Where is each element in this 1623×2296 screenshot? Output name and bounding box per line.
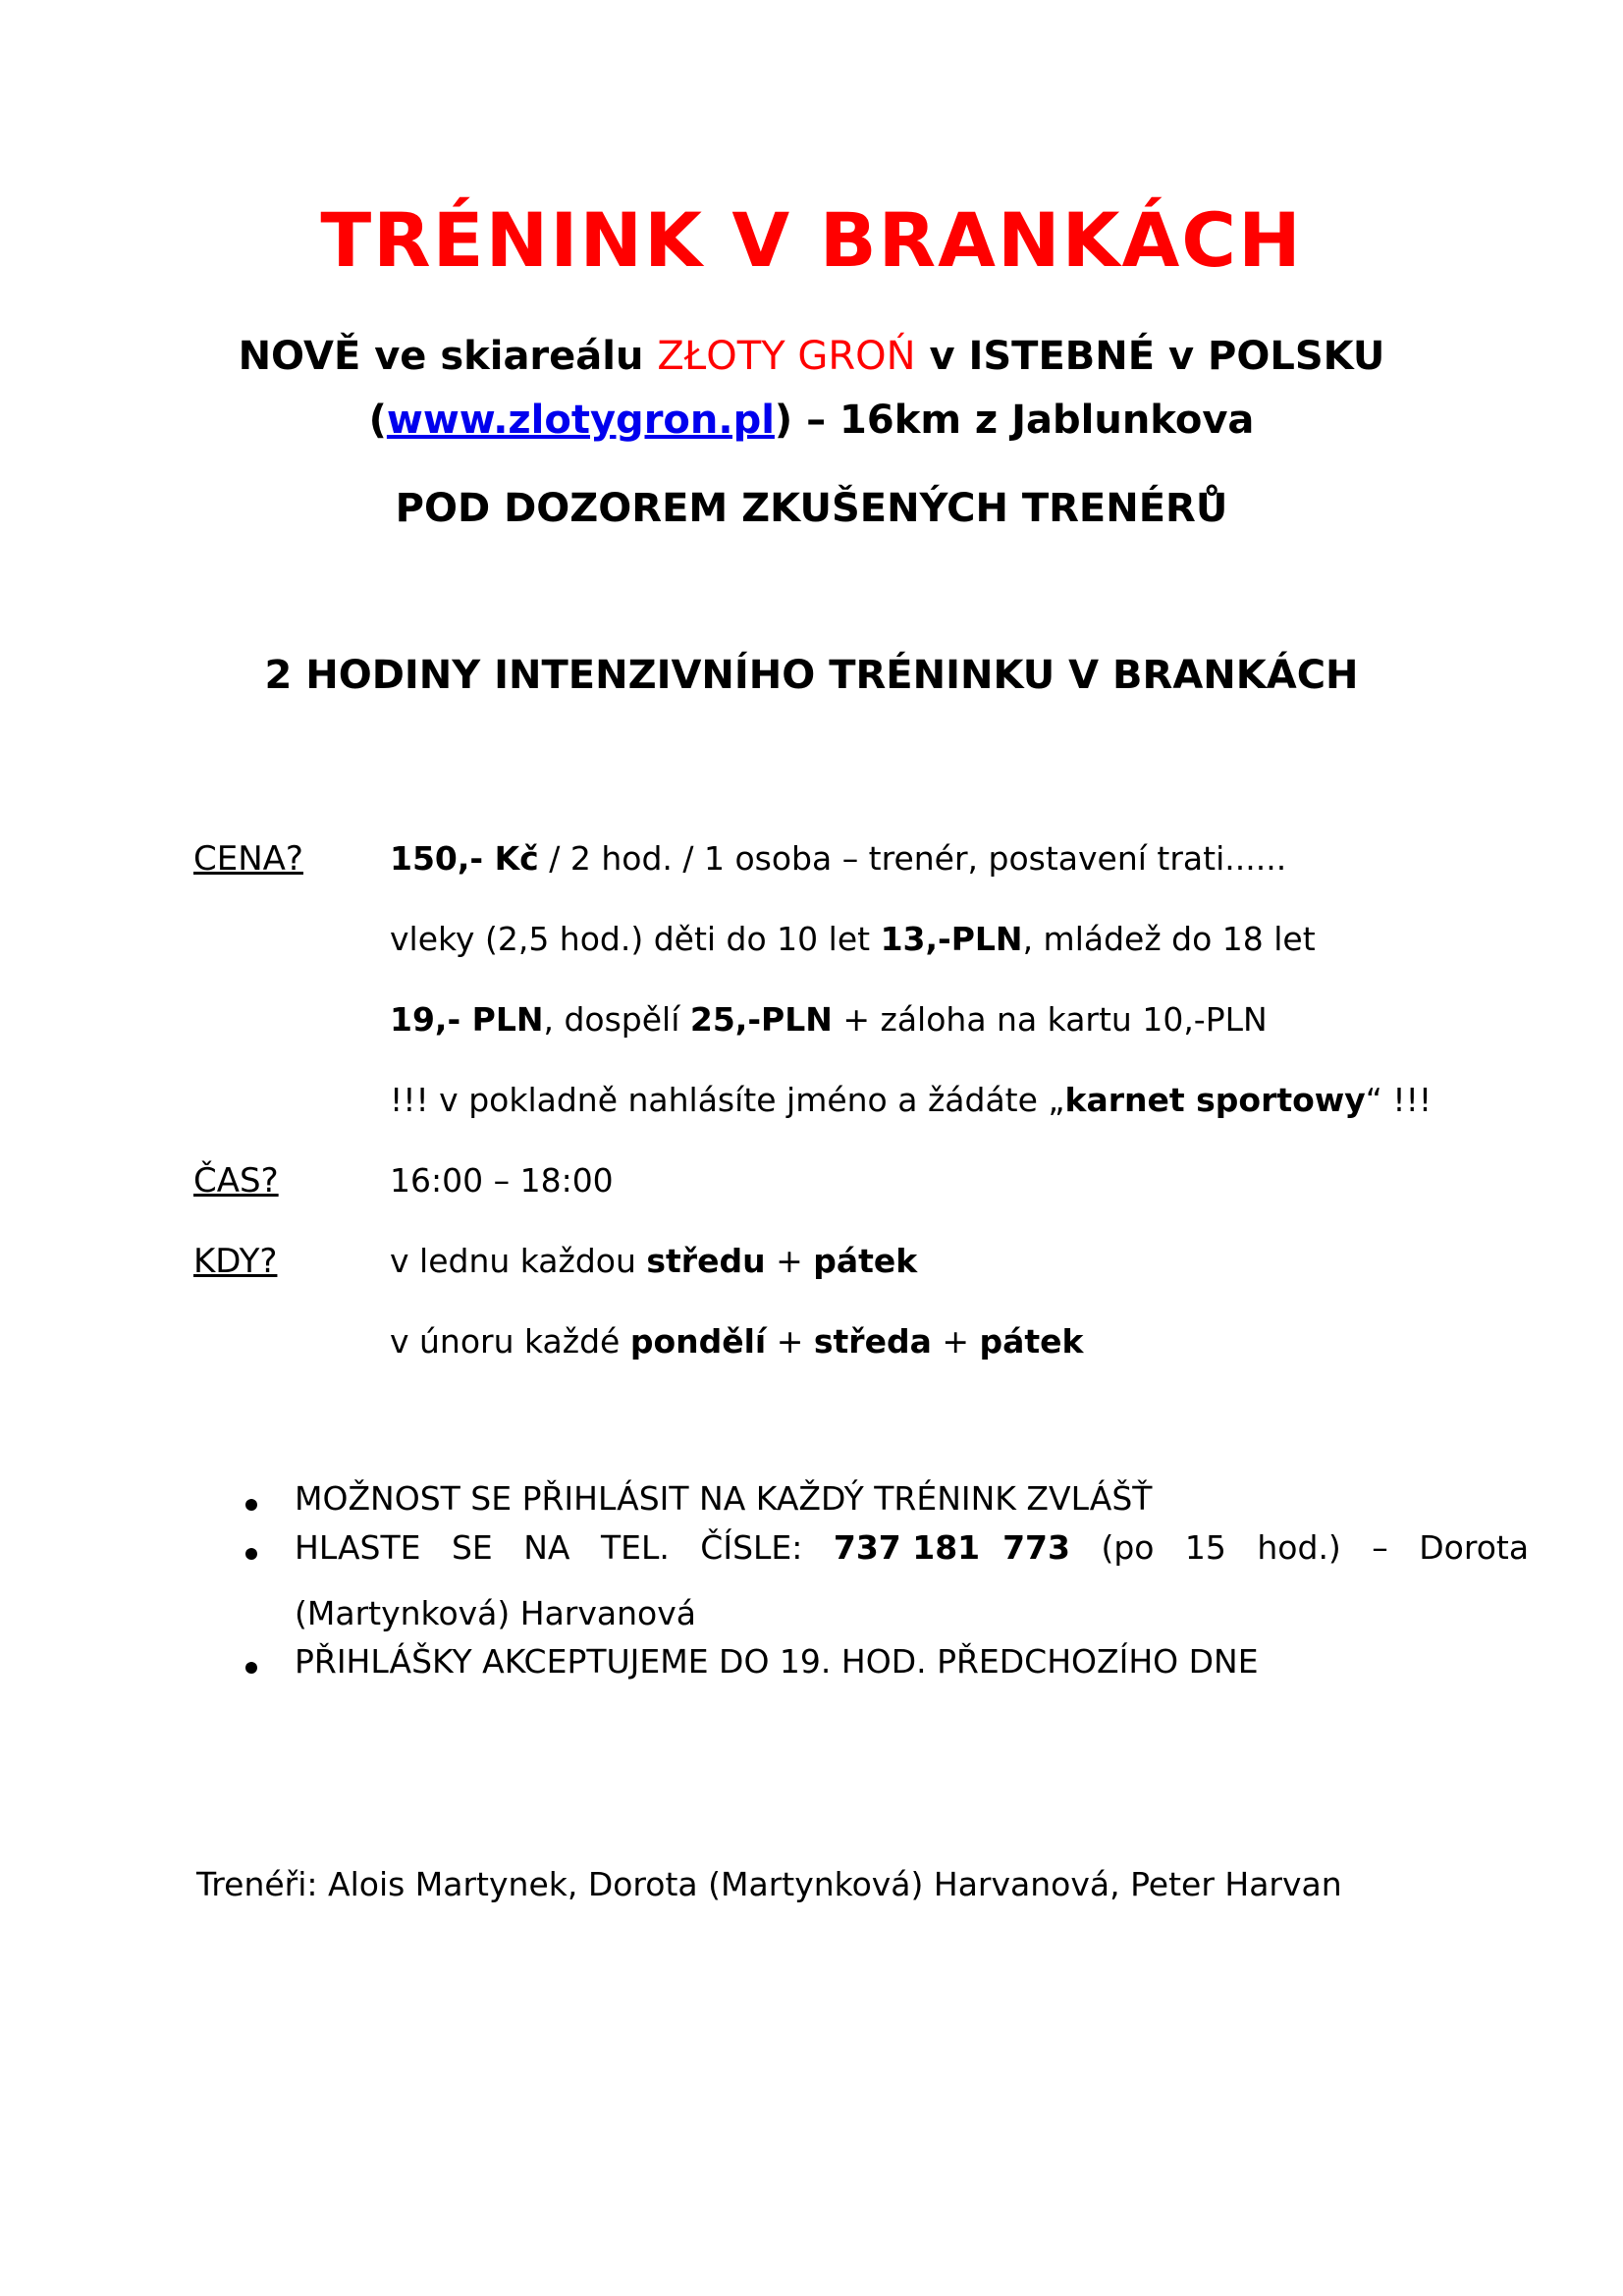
website-paren: ( bbox=[368, 398, 387, 443]
january-plus: + bbox=[765, 1242, 814, 1280]
phone-text-b: (po 15 hod.) – Dorota bbox=[1069, 1528, 1530, 1567]
february-day-2: středa bbox=[813, 1322, 932, 1361]
february-day-3: pátek bbox=[979, 1322, 1084, 1361]
headline: 2 HODINY INTENZIVNÍHO TRÉNINKU V BRANKÁCH bbox=[264, 653, 1359, 698]
venue-text-b: v ISTEBNÉ v POLSKU bbox=[915, 334, 1385, 379]
lift-price-text-b: , mládež do 18 let bbox=[1022, 920, 1316, 958]
lift-price-adult: 25,-PLN bbox=[689, 1000, 833, 1039]
bullet-icon bbox=[245, 1548, 257, 1560]
january-text: v lednu každou bbox=[390, 1242, 647, 1280]
ticket-note bbox=[390, 1081, 1432, 1119]
ticket-note-b: “ !!! bbox=[1365, 1081, 1433, 1119]
lift-price-line-2 bbox=[390, 1000, 1268, 1039]
february-text: v únoru každé bbox=[390, 1322, 630, 1361]
coaches-line: POD DOZOREM ZKUŠENÝCH TRENÉRŮ bbox=[395, 486, 1228, 531]
february-plus-2: + bbox=[931, 1322, 980, 1361]
phone-number: 737 181 773 bbox=[833, 1528, 1070, 1567]
january-day-1: středu bbox=[646, 1242, 766, 1280]
time-value: 16:00 – 18:00 bbox=[390, 1161, 614, 1200]
bullet-item-1: MOŽNOST SE PŘIHLÁSIT NA KAŽDÝ TRÉNINK ZVLÁŠŤ bbox=[295, 1479, 1153, 1518]
lift-price-line bbox=[390, 920, 1316, 958]
bullet-icon bbox=[245, 1662, 257, 1674]
january-schedule bbox=[390, 1242, 917, 1280]
phone-text-a: HLASTE SE NA TEL. ČÍSLE: bbox=[295, 1528, 834, 1567]
lift-price-kids: 13,-PLN bbox=[880, 920, 1023, 958]
lift-price-deposit: + záloha na kartu 10,-PLN bbox=[832, 1000, 1268, 1039]
bullet-item-3: PŘIHLÁŠKY AKCEPTUJEME DO 19. HOD. PŘEDCHOZÍHO DNE bbox=[295, 1642, 1259, 1681]
lift-price-youth: 19,- PLN bbox=[390, 1000, 544, 1039]
january-day-2: pátek bbox=[813, 1242, 918, 1280]
when-label: KDY? bbox=[193, 1242, 278, 1281]
price-label: CENA? bbox=[193, 839, 303, 879]
price-details: / 2 hod. / 1 osoba – trenér, postavení trati...... bbox=[538, 839, 1287, 878]
february-schedule bbox=[390, 1322, 1084, 1361]
venue-text-a: NOVĚ ve skiareálu bbox=[238, 334, 658, 379]
february-day-1: pondělí bbox=[629, 1322, 767, 1361]
coaches-list: Trenéři: Alois Martynek, Dorota (Martynková) Harvanová, Peter Harvan bbox=[196, 1865, 1342, 1903]
lift-price-text-c: , dospělí bbox=[543, 1000, 690, 1039]
page-title: TRÉNINK V BRANKÁCH bbox=[320, 196, 1303, 284]
lift-price-text-a: vleky (2,5 hod.) děti do 10 let bbox=[390, 920, 881, 958]
time-label: ČAS? bbox=[193, 1161, 279, 1201]
website-line bbox=[0, 398, 1623, 443]
february-plus-1: + bbox=[766, 1322, 814, 1361]
bullet-icon bbox=[245, 1499, 257, 1511]
price-line bbox=[390, 839, 1286, 878]
bullet-item-2-cont: (Martynková) Harvanová bbox=[295, 1594, 696, 1632]
website-link[interactable]: www.zlotygron.pl bbox=[386, 398, 775, 443]
bullet-item-2 bbox=[295, 1528, 1529, 1567]
price-value: 150,- Kč bbox=[390, 839, 539, 878]
distance-text: ) – 16km z Jablunkova bbox=[774, 398, 1255, 443]
ticket-name: karnet sportowy bbox=[1064, 1081, 1366, 1119]
venue-line bbox=[0, 334, 1623, 379]
venue-name: ZŁOTY GROŃ bbox=[657, 334, 916, 379]
ticket-note-a: !!! v pokladně nahlásíte jméno a žádáte „ bbox=[390, 1081, 1065, 1119]
